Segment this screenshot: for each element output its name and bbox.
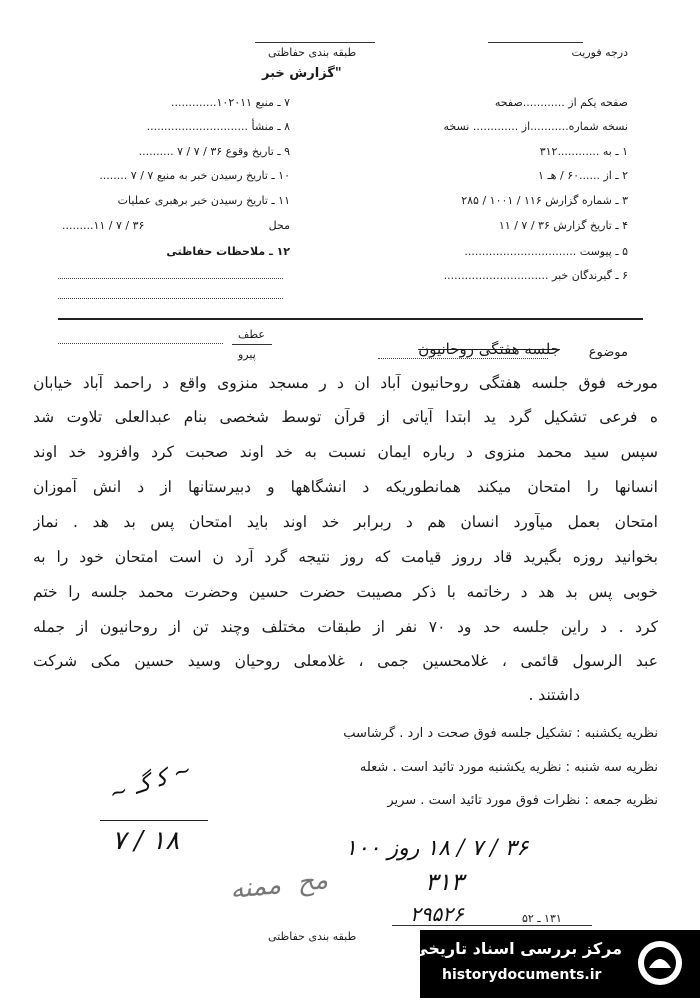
classification-top: طبقه بندی حفاظتی [268,46,357,59]
peyro-label: پیرو [238,348,256,361]
classification-bottom: طبقه بندی حفاظتی [268,930,357,943]
field-source-receive-date: ۱۰ ـ تاریخ رسیدن خبر به منبع ۷ / ۷ ........ [99,169,290,182]
body-line: مورخه فوق جلسه هفتگی روحانیون آباد ان د ر مسجد منزوی واقع د راحمد آباد خیابان [33,374,658,392]
field-to: ۱ ـ به ............۳۱۲ [539,145,628,158]
field-event-date: ۹ ـ تاریخ وقوع ۳۶ / ۷ / ۷ .......... [138,145,290,158]
field-report-date: ۴ ـ تاریخ گزارش ۳۶ / ۷ / ۱۱ [498,219,628,232]
archive-name: مرکز بررسی اسناد تاریخی [412,939,622,958]
subject-value: جلسه هفتگی روحانیون [418,340,560,358]
notes-dots-2 [58,298,283,299]
urgency-label: درجه فوریت [571,46,628,59]
field-attachment: ۵ ـ پیوست ................................ [464,245,628,258]
body-line: خوبی پس بد هد د رخاتمه با ذکر مصیبت حضرت حسین وحضرت محمد جلسه را ختم [33,583,658,601]
header-divider [58,318,643,320]
reference-code: ۱۳۱ ـ ۵۲ [522,912,562,925]
field-ops-receive-date: ۱۱ ـ تاریخ رسیدن خبر برهبری عملیات [117,194,290,207]
classification-underline [255,42,375,43]
handwritten-number: ۲۹۵۲۶ [410,902,464,926]
field-source: ۷ ـ منبع ۱۰۲۰۱۱............. [171,96,290,109]
faded-stamp-mark: مح ‌ ممنه [228,864,330,906]
notes-dots-1 [58,278,283,279]
opinion-friday: نظریه جمعه : نظرات فوق مورد تائید است . سریر [387,793,658,808]
handwritten-sign-date: ۳۶ / ۷ / ۱۸ روز ۱۰۰ [345,836,529,861]
opinion-sunday: نظریه یکشنبه : تشکیل جلسه فوق صحت د ارد . گرشاسب [343,726,658,741]
field-ops-place-label: محل [268,219,290,232]
body-line: سپس سید محمد منزوی د رباره ایمان نسبت به خد اوند صحبت کرد وافزود خد اوند [33,443,658,461]
atf-divider [232,344,272,345]
archive-website: historydocuments.ir [442,967,602,983]
bottom-line [392,925,592,926]
body-line: انسانها را امتحان میکند همانطوریکه د انشگاهها و دبیرستانها از د انش آموزان [33,478,658,496]
body-line: امتحان بعمل میآورد انسان هم د ربرابر خد اوند باید امتحان پس بد هد . نماز [33,513,658,531]
handwritten-date: ۷ / ۱۸ [112,826,180,856]
field-recipients: ۶ ـ گیرندگان خبر .............................. [443,269,628,282]
signature-underline [100,820,208,821]
field-copy: نسخه شماره...........از ............. نسخه [443,120,628,133]
field-security-notes: ۱۲ ـ ملاحظات حفاظتی [166,245,290,258]
body-line: بخوانید روزه بگیرید قاد رروز قیامت که روز نتیجه گرد آرد ن است امتحان خود را به [33,548,658,566]
handwritten-code: ۳۱۳ [425,868,464,896]
field-ops-date-value: ۳۶ / ۷ / ۱۱......... [62,219,145,232]
field-report-number: ۳ ـ شماره گزارش ۱۱۶ / ۱۰۰۱ / ۲۸۵ [461,194,628,207]
urgency-underline [488,42,583,43]
archive-logo-icon [635,938,685,988]
ref-dots [58,343,223,344]
body-line-last: داشتند . [528,686,580,704]
body-line: کرد . د راین جلسه حد ود ۷۰ نفر از طبقات مختلف وچند تن از روحانیون از جمله [33,618,658,636]
subject-dots [378,358,548,359]
body-line: عبد الرسول قائمی ، غلامحسین جمی ، غلامعلی روحیان وسید حسین مکی شرکت [33,652,658,670]
opinion-tuesday: نظریه سه شنبه : نظریه یکشنبه مورد تائید است . شعله [359,760,658,775]
field-page: صفحه یکم از ............صفحه [494,96,628,109]
field-from: ۲ ـ از ......۶۰ / هـ ۱ [538,169,628,182]
report-title: "گزارش خبر [262,66,342,81]
atf-label: عطف [238,328,265,341]
handwritten-signature-left: ~ ﻛ ﮔـ ~ [106,757,196,808]
body-line: ه فرعی تشکیل گرد ید ابتدا آیاتی از قرآن توسط شخصی بنام عبدالعلی تلاوت شد [33,408,658,426]
subject-label: موضوع [588,345,628,360]
field-origin: ۸ ـ منشأ ............................. [146,120,290,133]
